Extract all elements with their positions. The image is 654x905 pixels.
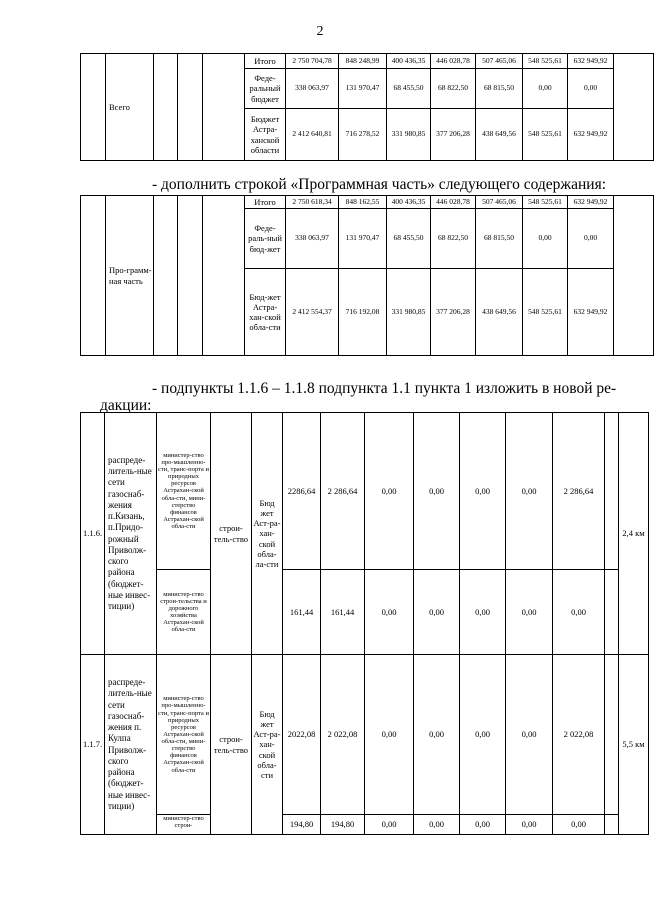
value-cell: 632 949,92 [568,269,614,356]
budget-label: Бюд-жет Астра-хан-ской обла-сти [245,269,286,356]
row-label: Про-грамм-ная часть [106,196,154,356]
blank-cell [154,196,178,356]
value-cell: 2 750 618,34 [286,196,339,209]
value-cell: 2286,64 [283,413,321,570]
value-cell: 632 949,92 [568,109,614,161]
value-cell: 2 022,08 [553,655,605,815]
value-cell: 507 465,06 [476,196,523,209]
value-cell: 548 525,61 [523,109,568,161]
value-cell: 161,44 [321,570,365,655]
value-cell: 0,00 [460,570,506,655]
budget-label: Итого [245,196,286,209]
budget-label: Феде-ральный бюджет [245,69,286,109]
work-type: строи-тель-ство [211,655,252,835]
value-cell: 0,00 [365,655,414,815]
value-cell: 0,00 [414,413,460,570]
budget-label: Итого [245,54,286,69]
value-cell: 548 525,61 [523,196,568,209]
value-cell: 0,00 [365,570,414,655]
value-cell: 68 815,50 [476,69,523,109]
value-cell: 194,80 [321,815,365,835]
value-cell: 446 028,78 [431,196,476,209]
value-cell: 2 022,08 [321,655,365,815]
value-cell: 377 206,28 [431,269,476,356]
value-cell: 0,00 [568,209,614,269]
budget-label: Бюджет Астра-ханской области [245,109,286,161]
value-cell: 2 286,64 [553,413,605,570]
blank-cell [178,196,203,356]
item-name: распреде-литель-ные сети газоснаб-жения п.Кизань, п.Придо-рожный Приволж-ского района (бюджет-ные инвес-тиции) [105,413,157,655]
value-cell: 848 248,99 [339,54,387,69]
value-cell: 0,00 [460,413,506,570]
row-label: Всего [106,54,154,161]
value-cell: 548 525,61 [523,54,568,69]
blank-cell [614,54,654,161]
blank-cell [605,570,619,655]
blank-cell [81,54,106,161]
value-cell: 0,00 [506,570,553,655]
value-cell: 548 525,61 [523,269,568,356]
value-cell: 68 822,50 [431,209,476,269]
value-cell: 131 970,47 [339,209,387,269]
value-cell: 68 822,50 [431,69,476,109]
value-cell: 338 063,97 [286,209,339,269]
paragraph-subitems-line1: - подпункты 1.1.6 – 1.1.8 подпункта 1.1 пункта 1 изложить в новой ре- [152,380,617,397]
value-cell: 2 286,64 [321,413,365,570]
value-cell: 438 649,56 [476,269,523,356]
value-cell: 400 436,35 [387,196,431,209]
funding-source: Бюд жет Аст-ра-хан-ской обла-ла-сти [252,413,283,655]
blank-cell [605,413,619,570]
executor-cell: министер-ство про-мышленно-сти, транс-порта и природных ресурсов Астрахан-ской обла-сти, мини-стерство финансов Астрахан-ской обла-сти [157,413,211,570]
program-table [80,195,654,356]
blank-cell [203,54,245,161]
executor-cell: министер-ство про-мышленно-сти, транс-порта и природных ресурсов Астрахан-ской обла-сти, мини-стерство финансов Астрахан-ской обла-сти [157,655,211,815]
blank-cell [605,655,619,815]
value-cell: 848 162,55 [339,196,387,209]
value-cell: 0,00 [460,815,506,835]
value-cell: 131 970,47 [339,69,387,109]
value-cell: 0,00 [523,209,568,269]
value-cell: 2 412 554,37 [286,269,339,356]
result-cell: 2,4 км [619,413,649,655]
value-cell: 438 649,56 [476,109,523,161]
value-cell: 716 192,08 [339,269,387,356]
value-cell: 0,00 [506,413,553,570]
value-cell: 331 980,85 [387,269,431,356]
value-cell: 0,00 [553,570,605,655]
page-number: 2 [316,24,324,39]
value-cell: 400 436,35 [387,54,431,69]
paragraph-subitems-line2: дакции: [100,397,152,414]
blank-cell [178,54,203,161]
value-cell: 68 455,50 [387,209,431,269]
value-cell: 68 455,50 [387,69,431,109]
value-cell: 632 949,92 [568,196,614,209]
value-cell: 2 412 640,81 [286,109,339,161]
value-cell: 68 815,50 [476,209,523,269]
value-cell: 194,80 [283,815,321,835]
value-cell: 0,00 [460,655,506,815]
value-cell: 338 063,97 [286,69,339,109]
value-cell: 377 206,28 [431,109,476,161]
value-cell: 0,00 [568,69,614,109]
result-cell: 5,5 км [619,655,649,835]
value-cell: 2022,08 [283,655,321,815]
item-number: 1.1.7. [81,655,105,835]
value-cell: 0,00 [506,655,553,815]
item-number: 1.1.6. [81,413,105,655]
blank-cell [81,196,106,356]
item-name: распреде-литель-ные сети газоснаб-жения п. Кулпа Приволж-ского района (бюджет-ные инвес-тиции) [105,655,157,835]
value-cell: 507 465,06 [476,54,523,69]
value-cell: 161,44 [283,570,321,655]
funding-source: Бюд жет Аст-ра-хан-ской обла-сти [252,655,283,835]
paragraph-add-row: - дополнить строкой «Программная часть» следующего содержания: [152,176,607,193]
executor-cell: министер-ство строи- [157,815,211,835]
work-type: строи-тель-ство [211,413,252,655]
blank-cell [203,196,245,356]
value-cell: 2 750 704,78 [286,54,339,69]
value-cell: 716 278,52 [339,109,387,161]
value-cell: 0,00 [506,815,553,835]
budget-label: Феде-раль-ный бюд-жет [245,209,286,269]
value-cell: 632 949,92 [568,54,614,69]
value-cell: 0,00 [365,413,414,570]
value-cell: 0,00 [523,69,568,109]
subitems-table [80,412,649,835]
value-cell: 446 028,78 [431,54,476,69]
blank-cell [605,815,619,835]
total-table [80,53,654,161]
value-cell: 331 980,85 [387,109,431,161]
value-cell: 0,00 [365,815,414,835]
value-cell: 0,00 [414,570,460,655]
value-cell: 0,00 [414,815,460,835]
blank-cell [154,54,178,161]
value-cell: 0,00 [553,815,605,835]
executor-cell: министер-ство строи-тельства и дорожного хозяйства Астрахан-ской обла-сти [157,570,211,655]
blank-cell [614,196,654,356]
value-cell: 0,00 [414,655,460,815]
